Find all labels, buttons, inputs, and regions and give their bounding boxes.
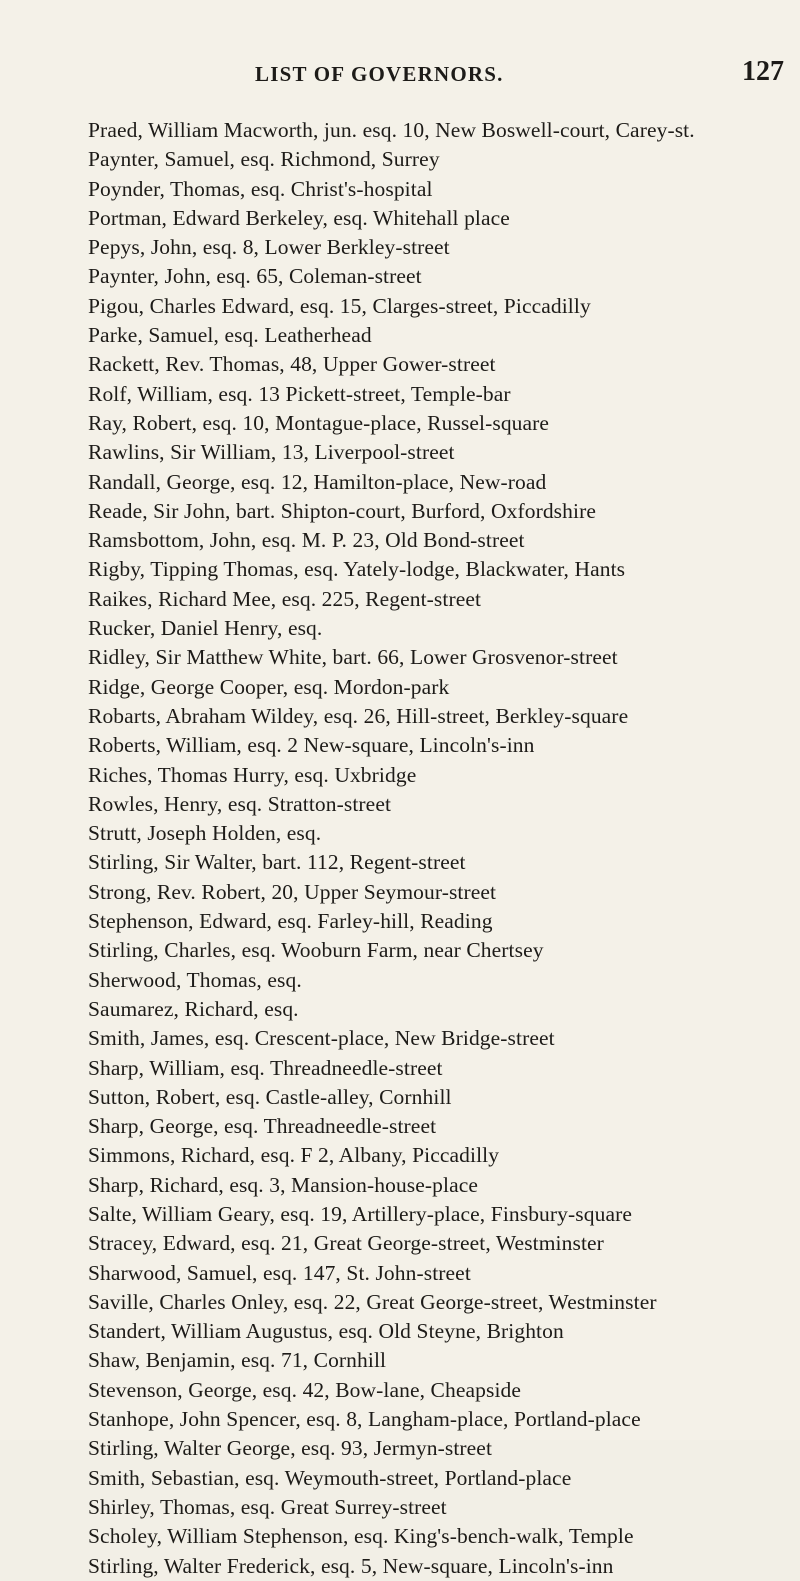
list-item: Robarts, Abraham Wildey, esq. 26, Hill-street, Berkley-square [88,703,629,728]
list-item: Sherwood, Thomas, esq. [88,967,302,992]
list-item: Stirling, Charles, esq. Wooburn Farm, near Chertsey [88,938,544,963]
list-item: Strong, Rev. Robert, 20, Upper Seymour-street [88,879,497,904]
list-item: Reade, Sir John, bart. Shipton-court, Burford, Oxfordshire [88,498,596,523]
running-head: LIST OF GOVERNORS. [255,62,504,86]
list-item: Paynter, Samuel, esq. Richmond, Surrey [88,147,440,172]
list-item: Sutton, Robert, esq. Castle-alley, Cornhill [88,1084,452,1109]
list-item: Pepys, John, esq. 8, Lower Berkley-street [88,235,450,260]
list-item: Ridge, George Cooper, esq. Mordon-park [88,674,450,699]
governors-list [88,116,788,1581]
list-item: Smith, Sebastian, esq. Weymouth-street, Portland-place [88,1465,572,1490]
list-item: Stirling, Walter George, esq. 93, Jermyn-street [88,1436,493,1461]
list-item: Strutt, Joseph Holden, esq. [88,821,322,846]
list-item: Praed, William Macworth, jun. esq. 10, New Boswell-court, Carey-st. [88,118,695,142]
list-item: Simmons, Richard, esq. F 2, Albany, Piccadilly [88,1143,500,1168]
list-item: Saumarez, Richard, esq. [88,996,299,1021]
list-item: Pigou, Charles Edward, esq. 15, Clarges-street, Piccadilly [88,293,591,318]
page-header [0,56,800,92]
list-item: Parke, Samuel, esq. Leatherhead [88,323,372,348]
list-item: Ridley, Sir Matthew White, bart. 66, Lower Grosvenor-street [88,645,618,670]
list-item: Rolf, William, esq. 13 Pickett-street, Temple-bar [88,381,511,406]
list-item: Stracey, Edward, esq. 21, Great George-street, Westminster [88,1231,604,1256]
list-item: Stirling, Walter Frederick, esq. 5, New-square, Lincoln's-inn [88,1553,614,1578]
list-item: Scholey, William Stephenson, esq. King's-bench-walk, Temple [88,1524,634,1549]
page-number: 127 [742,56,784,87]
list-item: Rackett, Rev. Thomas, 48, Upper Gower-street [88,352,496,377]
list-item: Riches, Thomas Hurry, esq. Uxbridge [88,762,417,787]
list-item: Rigby, Tipping Thomas, esq. Yately-lodge, Blackwater, Hants [88,557,626,582]
list-item: Stephenson, Edward, esq. Farley-hill, Reading [88,909,493,934]
list-item: Saville, Charles Onley, esq. 22, Great George-street, Westminster [88,1289,657,1314]
list-item: Shaw, Benjamin, esq. 71, Cornhill [88,1348,387,1373]
list-item: Ray, Robert, esq. 10, Montague-place, Russel-square [88,410,550,435]
list-item: Sharp, William, esq. Threadneedle-street [88,1055,443,1080]
list-item: Salte, William Geary, esq. 19, Artillery-place, Finsbury-square [88,1201,632,1226]
list-item: Standert, William Augustus, esq. Old Steyne, Brighton [88,1319,564,1344]
list-item: Rucker, Daniel Henry, esq. [88,616,323,641]
list-item: Paynter, John, esq. 65, Coleman-street [88,264,422,289]
list-item: Sharp, George, esq. Threadneedle-street [88,1114,437,1139]
list-item: Portman, Edward Berkeley, esq. Whitehall place [88,205,510,230]
list-item: Shirley, Thomas, esq. Great Surrey-street [88,1494,447,1519]
list-item: Rawlins, Sir William, 13, Liverpool-street [88,440,455,465]
list-item: Stirling, Sir Walter, bart. 112, Regent-street [88,850,466,875]
list-item: Smith, James, esq. Crescent-place, New Bridge-street [88,1026,555,1051]
list-item: Randall, George, esq. 12, Hamilton-place, New-road [88,469,547,494]
list-item: Stevenson, George, esq. 42, Bow-lane, Cheapside [88,1377,522,1402]
list-item: Raikes, Richard Mee, esq. 225, Regent-street [88,586,482,611]
list-item: Rowles, Henry, esq. Stratton-street [88,791,392,816]
list-item: Sharwood, Samuel, esq. 147, St. John-street [88,1260,471,1285]
list-item: Roberts, William, esq. 2 New-square, Lincoln's-inn [88,733,535,758]
list-item: Poynder, Thomas, esq. Christ's-hospital [88,176,433,201]
list-item: Ramsbottom, John, esq. M. P. 23, Old Bond-street [88,528,525,553]
list-item: Sharp, Richard, esq. 3, Mansion-house-place [88,1172,479,1197]
list-item: Stanhope, John Spencer, esq. 8, Langham-place, Portland-place [88,1407,641,1432]
